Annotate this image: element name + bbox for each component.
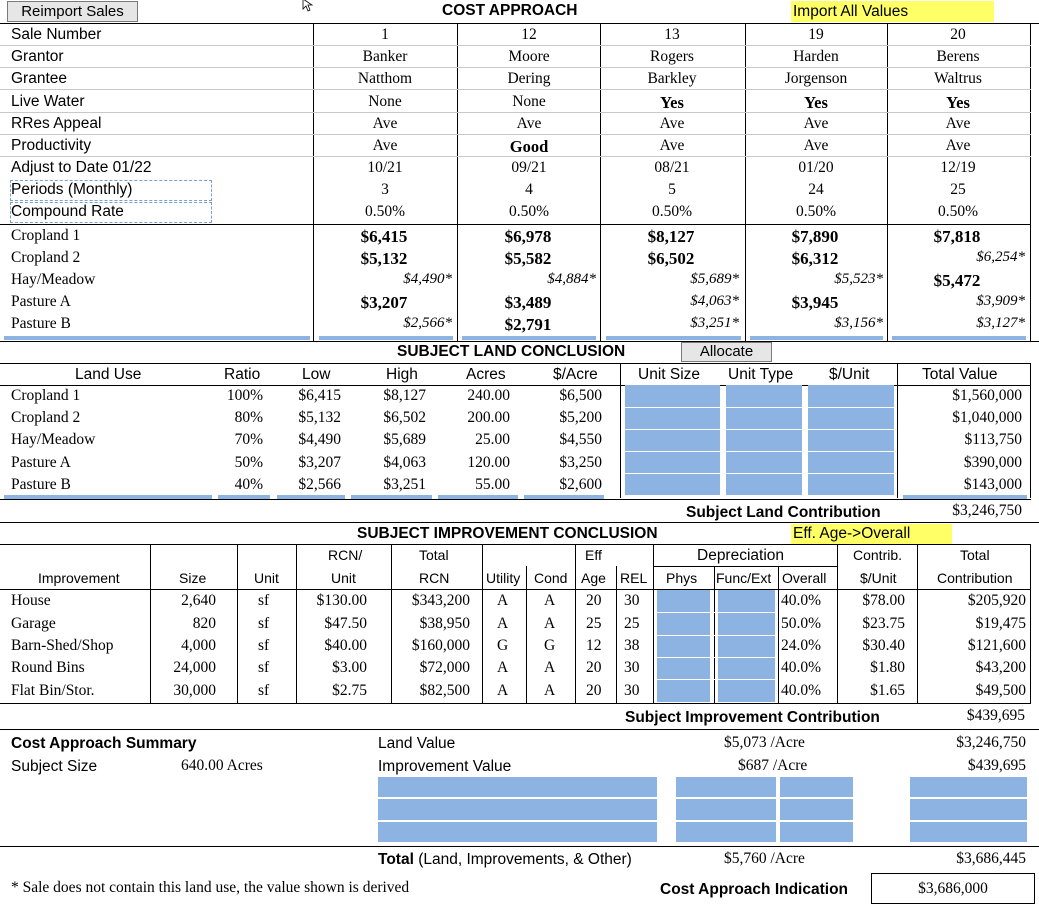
row-label-cropland2: Cropland 2 [11,249,81,266]
page-title: COST APPROACH [442,2,578,19]
impr-total-rcn: $160,000 [411,637,470,654]
other-unit-input[interactable] [780,777,853,797]
land-per-acre: $5,073 /Acre [724,734,805,751]
sale-cell-periods: 3 [381,181,389,198]
land-header: Total Value [922,366,998,383]
sale-cell-pasture-a: $3,909* [976,293,1025,309]
land-high-value: $3,251 [383,476,426,493]
sale-cell-productivity: Good [509,137,549,156]
sale-cell-hay: $5,523* [834,271,883,287]
impr-total-rcn: $343,200 [411,592,470,609]
sale-cell-hay: $5,689* [690,271,739,287]
sale-cell-cropland2: $5,582 [504,249,552,268]
sale-cell-pasture-a: $4,063* [690,293,739,309]
impr-improvement-name: Flat Bin/Stor. [11,682,95,699]
land-ratio: 50% [234,454,263,471]
impr-total-contribution: $43,200 [975,659,1026,676]
land-low-value: $6,415 [298,387,341,404]
sale-cell-live-water: None [512,93,546,110]
sale-cell-date: 09/21 [511,159,547,176]
impr-header: Unit [331,570,356,586]
land-acres: 240.00 [467,387,510,404]
sale-cell-date: 01/20 [798,159,834,176]
impr-overall-depreciation: 40.0% [781,592,822,609]
land-contribution-label: Subject Land Contribution [686,504,881,521]
sales-input-bar[interactable] [892,336,1026,340]
impr-total-contribution: $19,475 [975,615,1026,632]
sale-cell-grantee: Waltrus [934,70,982,87]
impr-total-contribution: $205,920 [967,592,1026,609]
improvement-contribution-label: Subject Improvement Contribution [625,709,880,726]
land-acres: 200.00 [467,409,510,426]
land-low-value: $3,207 [298,454,341,471]
impr-header: REL [620,570,648,586]
other-total-input[interactable] [910,822,1027,842]
import-all-values-button[interactable]: Import All Values [791,1,994,22]
land-per-acre: $5,200 [559,409,602,426]
per-unit-input[interactable] [808,385,894,495]
indication-label: Cost Approach Indication [660,881,849,898]
land-header: Land Use [75,366,142,383]
land-per-acre: $6,500 [559,387,602,404]
row-label-cropland1: Cropland 1 [11,227,81,244]
impr-total-contribution: $49,500 [975,682,1026,699]
improvement-section-title: SUBJECT IMPROVEMENT CONCLUSION [357,525,658,542]
land-high-value: $5,689 [383,431,426,448]
impr-rel: 30 [624,592,640,609]
row-label-sale-number: Sale Number [11,26,102,43]
land-acres: 120.00 [467,454,510,471]
sale-cell-live-water: None [368,93,402,110]
row-label-productivity: Productivity [11,137,92,154]
summary-title: Cost Approach Summary [11,735,197,752]
impr-rcn-per-unit: $2.75 [332,682,367,699]
impr-improvement-name: Garage [11,615,56,632]
sales-input-bar[interactable] [319,336,453,340]
impr-size: 4,000 [181,637,216,654]
sale-cell-rres: Ave [803,115,829,132]
land-low-value: $4,490 [298,431,341,448]
row-label-grantor: Grantor [11,48,64,65]
impr-header: Contribution [937,570,1013,586]
row-label-hay-meadow: Hay/Meadow [11,271,96,288]
sale-cell-productivity: Ave [803,137,829,154]
impr-header: Contrib. [853,547,903,563]
impr-rel: 38 [624,637,640,654]
land-low-value: $2,566 [298,476,341,493]
impr-header: RCN [419,570,450,586]
impr-header: Size [179,570,207,586]
impr-condition: A [544,682,556,699]
impr-unit: sf [258,592,270,609]
sales-input-bar[interactable] [4,336,310,340]
land-header: Acres [466,366,506,383]
impr-contrib-per-unit: $1.65 [870,682,905,699]
impr-overall-depreciation: 40.0% [781,659,822,676]
sale-cell-sale: 1 [381,26,389,43]
land-header: High [386,366,418,383]
other-total-input[interactable] [910,799,1027,820]
sale-cell-pasture-a: $3,945 [791,293,839,312]
sale-cell-rres: Ave [516,115,542,132]
impr-header: Eff [585,547,602,563]
sale-cell-periods: 4 [525,181,533,198]
improvement-per-acre: $687 /Acre [738,757,808,774]
sale-cell-grantor: Banker [362,48,408,65]
improvement-total-value: $439,695 [967,757,1026,774]
unit-type-input[interactable] [726,385,802,495]
land-total-value: $390,000 [963,454,1022,471]
impr-header: Overall [782,570,827,586]
impr-header: Phys [666,570,698,586]
impr-utility: A [497,615,509,632]
other-per-acre-input[interactable] [676,799,776,820]
sale-cell-rres: Ave [372,115,398,132]
sale-cell-grantee: Natthom [357,70,413,87]
land-ratio: 100% [226,387,263,404]
land-header: Unit Type [728,366,794,383]
reimport-sales-button[interactable]: Reimport Sales [7,1,138,22]
sale-cell-sale: 20 [950,26,966,43]
land-per-acre: $4,550 [559,431,602,448]
land-total-value: $1,040,000 [952,409,1022,426]
impr-overall-depreciation: 50.0% [781,615,822,632]
impr-utility: A [497,659,509,676]
other-unit-input[interactable] [780,822,853,842]
impr-total-rcn: $38,950 [419,615,470,632]
sale-cell-cropland2: $6,312 [791,249,839,268]
impr-rcn-per-unit: $40.00 [324,637,367,654]
impr-condition: A [544,659,556,676]
sale-cell-pasture-b: $3,127* [976,315,1025,331]
func-ext-depreciation-input[interactable] [718,590,775,702]
impr-header: Depreciation [697,547,785,564]
sale-cell-hay: $5,472 [933,271,981,290]
impr-contrib-per-unit: $30.40 [862,637,905,654]
impr-rel: 30 [624,682,640,699]
footnote: * Sale does not contain this land use, the value shown is derived [11,879,410,896]
impr-header: Age [581,570,606,586]
row-label-compound-rate: Compound Rate [11,203,124,220]
sale-cell-sale: 12 [521,26,537,43]
land-per-acre: $3,250 [559,454,602,471]
other-per-acre-input[interactable] [676,777,776,797]
sale-cell-cropland1: $6,978 [504,227,552,246]
sale-cell-pasture-b: $3,156* [834,315,883,331]
improvement-value-label: Improvement Value [378,758,512,775]
sale-cell-live-water: Yes [804,93,828,112]
impr-contrib-per-unit: $23.75 [862,615,905,632]
impr-overall-depreciation: 24.0% [781,637,822,654]
sale-cell-grantor: Rogers [650,48,694,65]
sale-cell-hay: $4,490* [403,271,452,287]
sale-cell-cropland2: $6,254* [976,249,1025,265]
subject-size-value: 640.00 Acres [181,757,263,774]
impr-size: 24,000 [173,659,216,676]
sale-cell-grantee: Jorgenson [784,70,848,87]
land-section-title: SUBJECT LAND CONCLUSION [397,343,626,360]
land-header: $/Acre [553,366,598,383]
row-label-rres-appeal: RRes Appeal [11,115,102,132]
impr-condition: A [544,592,556,609]
impr-eff-age: 12 [586,637,602,654]
land-acres: 55.00 [475,476,510,493]
land-land-use: Hay/Meadow [11,431,96,448]
sale-cell-periods: 5 [668,181,676,198]
impr-condition: A [544,615,556,632]
impr-header: Cond [534,570,568,586]
sale-cell-cropland1: $8,127 [647,227,695,246]
land-total-value: $3,246,750 [956,734,1026,751]
impr-contrib-per-unit: $78.00 [862,592,905,609]
sale-cell-grantor: Berens [936,48,980,65]
impr-size: 820 [192,615,216,632]
impr-size: 30,000 [173,682,216,699]
total-label-sub: (Land, Improvements, & Other) [418,851,632,868]
impr-unit: sf [258,615,270,632]
impr-rcn-per-unit: $130.00 [316,592,367,609]
sale-cell-date: 08/21 [654,159,690,176]
impr-eff-age: 25 [586,615,602,632]
sale-cell-grantor: Harden [793,48,839,65]
sale-cell-productivity: Ave [945,137,971,154]
improvement-contribution-value: $439,695 [966,707,1025,724]
total-value: $3,686,445 [956,850,1026,867]
other-per-acre-input[interactable] [676,822,776,842]
sale-cell-periods: 24 [808,181,824,198]
sale-cell-sale: 19 [808,26,824,43]
subject-size-label: Subject Size [11,758,98,775]
land-header: Low [302,366,331,383]
sale-cell-date: 10/21 [367,159,403,176]
impr-total-rcn: $72,000 [419,659,470,676]
impr-improvement-name: Round Bins [11,659,85,676]
sales-input-bar[interactable] [462,336,596,340]
impr-header: Total [419,547,449,563]
impr-rel: 25 [624,615,640,632]
land-land-use: Cropland 1 [11,387,81,404]
impr-improvement-name: Barn-Shed/Shop [11,637,114,654]
phys-depreciation-input[interactable] [657,590,710,702]
impr-eff-age: 20 [586,682,602,699]
row-label-live-water: Live Water [11,93,85,110]
impr-header: RCN/ [328,547,363,563]
sale-cell-rate: 0.50% [364,203,406,220]
other-value-input[interactable] [378,822,657,842]
land-acres: 25.00 [475,431,510,448]
impr-utility: G [497,637,509,654]
sale-cell-hay: $4,884* [547,271,596,287]
land-header: Unit Size [638,366,701,383]
sale-cell-pasture-b: $3,251* [690,315,739,331]
total-per-acre: $5,760 /Acre [724,850,805,867]
land-value-label: Land Value [378,735,456,752]
row-label-pasture-b: Pasture B [11,315,71,332]
impr-rcn-per-unit: $47.50 [324,615,367,632]
impr-eff-age: 20 [586,592,602,609]
sale-cell-periods: 25 [950,181,966,198]
sale-cell-cropland1: $6,415 [360,227,408,246]
land-header: $/Unit [829,366,870,383]
impr-improvement-name: House [11,592,51,609]
impr-contrib-per-unit: $1.80 [870,659,905,676]
impr-unit: sf [258,637,270,654]
sale-cell-cropland2: $5,132 [360,249,408,268]
sale-cell-pasture-a: $3,207 [360,293,408,312]
cursor-icon [302,0,318,17]
land-header: Ratio [224,366,261,383]
indication-value[interactable]: $3,686,000 [871,873,1035,904]
unit-size-input[interactable] [625,385,720,495]
sale-cell-productivity: Ave [659,137,685,154]
land-total-value: $113,750 [964,431,1022,448]
impr-header: Total [960,547,990,563]
row-label-adjust-date: Adjust to Date 01/22 [11,159,152,176]
land-land-use: Pasture B [11,476,71,493]
row-label-pasture-a: Pasture A [11,293,71,310]
impr-header: Unit [254,570,279,586]
sales-input-bar[interactable] [606,336,741,340]
sale-cell-productivity: Ave [372,137,398,154]
land-low-value: $5,132 [298,409,341,426]
sale-cell-cropland2: $6,502 [647,249,695,268]
land-per-acre: $2,600 [559,476,602,493]
impr-rcn-per-unit: $3.00 [332,659,367,676]
total-label-main: Total [378,851,414,868]
sale-cell-sale: 13 [664,26,680,43]
total-label [378,851,632,869]
sale-cell-rres: Ave [659,115,685,132]
sale-cell-pasture-b: $2,791 [504,315,552,334]
sale-cell-rres: Ave [945,115,971,132]
sale-cell-rate: 0.50% [651,203,693,220]
sale-cell-rate: 0.50% [937,203,979,220]
sale-cell-grantee: Dering [507,70,551,87]
sale-cell-cropland1: $7,890 [791,227,839,246]
land-total-value: $143,000 [963,476,1022,493]
land-land-use: Cropland 2 [11,409,81,426]
impr-size: 2,640 [181,592,216,609]
impr-header: $/Unit [860,570,897,586]
other-value-input[interactable] [378,777,657,797]
land-ratio: 80% [234,409,263,426]
land-ratio: 70% [234,431,263,448]
impr-eff-age: 20 [586,659,602,676]
impr-header: Utility [486,570,521,586]
other-value-input[interactable] [378,799,657,820]
land-high-value: $8,127 [383,387,426,404]
impr-header: Func/Ext [716,570,772,586]
sale-cell-cropland1: $7,818 [933,227,981,246]
impr-rel: 30 [624,659,640,676]
sales-input-bar[interactable] [750,336,883,340]
sale-cell-rate: 0.50% [795,203,837,220]
sale-cell-pasture-a: $3,489 [504,293,552,312]
land-total-value: $1,560,000 [952,387,1022,404]
sale-cell-live-water: Yes [946,93,970,112]
land-ratio: 40% [234,476,263,493]
impr-overall-depreciation: 40.0% [781,682,822,699]
sale-cell-grantor: Moore [508,48,550,65]
row-label-grantee: Grantee [11,70,68,87]
sale-cell-pasture-b: $2,566* [403,315,452,331]
sale-cell-rate: 0.50% [508,203,550,220]
impr-utility: A [497,682,509,699]
sale-cell-live-water: Yes [660,93,684,112]
allocate-button[interactable]: Allocate [681,342,772,362]
impr-condition: G [544,637,556,654]
impr-total-rcn: $82,500 [419,682,470,699]
land-contribution-value: $3,246,750 [952,502,1022,519]
impr-utility: A [497,592,509,609]
impr-unit: sf [258,659,270,676]
sale-cell-grantee: Barkley [647,70,697,87]
sale-cell-date: 12/19 [940,159,976,176]
row-label-periods: Periods (Monthly) [11,181,133,198]
land-land-use: Pasture A [11,454,71,471]
eff-age-overall-button[interactable]: Eff. Age->Overall [791,524,952,544]
land-high-value: $4,063 [383,454,426,471]
impr-unit: sf [258,682,270,699]
impr-total-contribution: $121,600 [967,637,1026,654]
land-high-value: $6,502 [383,409,426,426]
other-total-input[interactable] [910,777,1027,797]
impr-header: Improvement [38,570,120,586]
other-unit-input[interactable] [780,799,853,820]
